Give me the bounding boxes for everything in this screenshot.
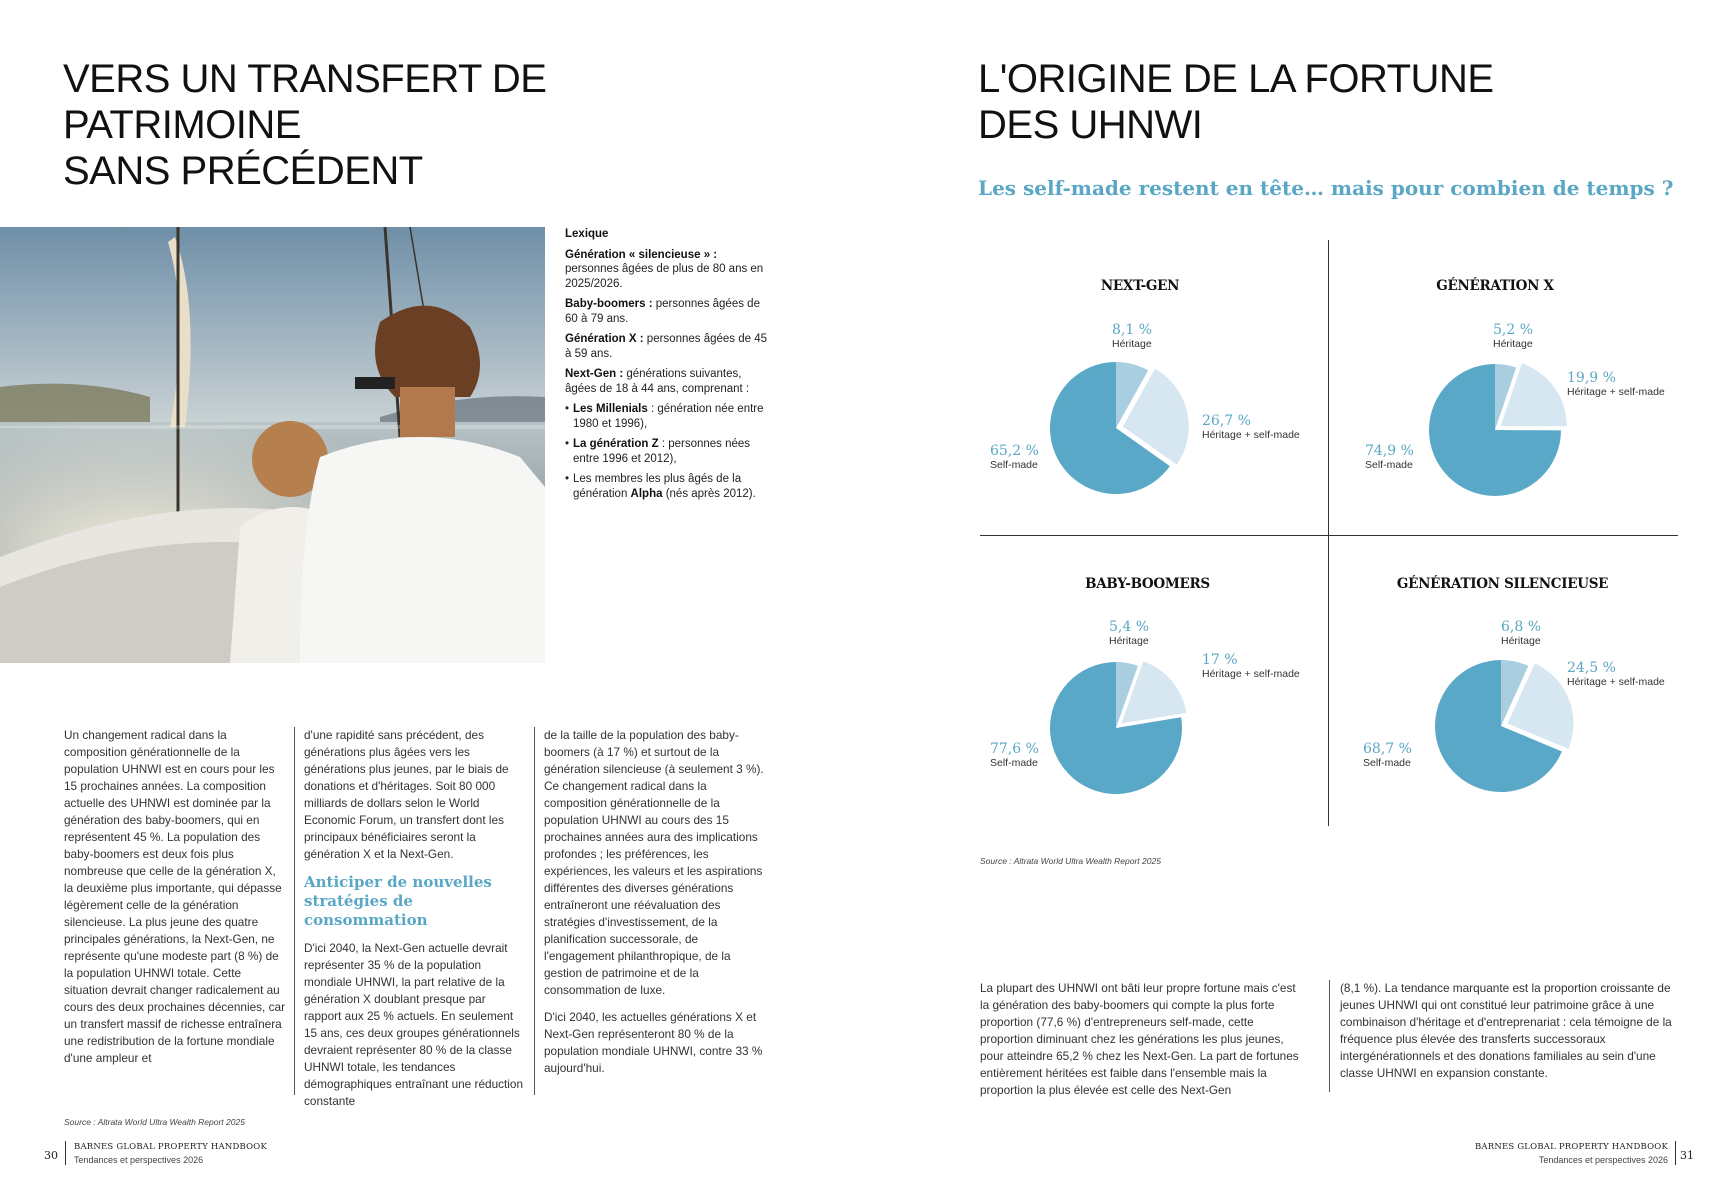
- lexique-definition: personnes âgées de 60 à 79 ans.: [565, 298, 760, 325]
- left-body-column-3: [544, 727, 766, 1087]
- pie-label-self-made: [990, 742, 1039, 769]
- pie-value: 19,9 %: [1567, 370, 1616, 386]
- pie-category: Héritage + self-made: [1202, 429, 1300, 441]
- left-footer-subtitle: Tendances et perspectives 2026: [74, 1155, 204, 1165]
- pie-label-self-made: [990, 444, 1039, 471]
- footer-divider: [65, 1141, 66, 1165]
- pie-label-heritage: [1493, 323, 1533, 350]
- chart-tagline: Les self-made restent en tête… mais pour combien de temps ?: [978, 176, 1674, 200]
- sailing-photo: [0, 227, 545, 663]
- pie-value: 74,9 %: [1365, 443, 1414, 459]
- right-body-column-2: [1340, 980, 1680, 1092]
- left-col1-paragraph: Un changement radical dans la composition générationnelle de la population UHNWI est en cours pour les 15 prochaines années. La composition actuelle des UHNWI est dominée par la génération des baby-boomers, qui en représentent 45 %. La population des baby-boomers est deux fois plus nombreuse que celle de la génération X, la deuxième plus importante, qui dépasse légèrement celle de la génération silencieuse. La plus jeune des quatre principales générations, la Next-Gen, ne représente qu'une modeste part (8 %) de la population UHNWI totale. Cette situation devrait changer radicalement au cours des deux prochaines décennies, car un transfert massif de richesse entraînera une redistribution de la fortune mondiale d'une ampleur et: [64, 728, 285, 1065]
- pie-title: GÉNÉRATION SILENCIEUSE: [1396, 576, 1609, 592]
- lexique-term: Next-Gen :: [565, 368, 624, 380]
- lexique-bullet: [565, 472, 770, 501]
- lexique-bullet-text: (nés après 2012).: [662, 487, 756, 500]
- lexique-bullet-term: Alpha: [630, 487, 663, 500]
- quadrant-vertical-line: [1328, 240, 1329, 826]
- right-source-note: Source : Altrata World Ultra Wealth Report 2025: [980, 856, 1161, 866]
- lexique-term: Génération « silencieuse » :: [565, 248, 718, 261]
- lexique-heading: Lexique: [565, 228, 609, 240]
- lexique-definition: personnes âgées de 45 à 59 ans.: [565, 333, 768, 360]
- lexique-term: Baby-boomers :: [565, 298, 653, 310]
- pie-label-heritage-self-made: [1202, 653, 1300, 680]
- left-col3-paragraph-2: D'ici 2040, les actuelles générations X et Next-Gen représenteront 80 % de la population mondiale UHNWI, contre 33 % aujourd'hui.: [544, 1010, 763, 1075]
- left-source-note: Source : Altrata World Ultra Wealth Report 2025: [64, 1117, 245, 1127]
- pie-category: Self-made: [990, 459, 1038, 471]
- lexique-bullet: [565, 402, 770, 431]
- left-col2-paragraph-1: d'une rapidité sans précédent, des générations plus âgées vers les générations plus jeunes, par le biais de donations et d'héritages. Soit 80 000 milliards de dollars selon le World Economic Forum, un transfert dont les principaux bénéficiaires seront la génération X et la Next-Gen.: [304, 728, 509, 861]
- pie-value: 8,1 %: [1112, 322, 1153, 338]
- right-title-line2: DES UHNWI: [978, 103, 1203, 147]
- right-footer-brand: BARNES GLOBAL PROPERTY HANDBOOK: [1474, 1142, 1668, 1152]
- pie-category: Héritage: [1493, 338, 1533, 350]
- left-title-line2: SANS PRÉCÉDENT: [63, 149, 423, 193]
- lexique-bullet-term: Les Millenials: [573, 403, 648, 415]
- lexique-bullet-pre: Les membres les plus âgés de la génération: [573, 473, 742, 500]
- pie-chart-generation-silencieuse: [1335, 568, 1680, 818]
- pie-label-heritage-self-made: [1567, 371, 1665, 398]
- lexique-entry: [565, 367, 770, 396]
- pie-title: GÉNÉRATION X: [1436, 278, 1554, 294]
- pie-value: 77,6 %: [990, 741, 1039, 757]
- pie-value: 24,5 %: [1567, 660, 1616, 676]
- left-col2-subheading: Anticiper de nouvelles stratégies de consommation: [304, 873, 492, 929]
- left-col2-paragraph-2: D'ici 2040, la Next-Gen actuelle devrait représenter 35 % de la population mondiale UHNWI, la part relative de la génération X doublant presque par rapport aux 25 % actuels. En seulement 15 ans, ces deux groupes générationnels devraient représenter 80 % de la classe UHNWI totale, les tendances démographiques entraînant une réduction constante: [304, 941, 524, 1108]
- lexique-definition: personnes âgées de plus de 80 ans en 2025/2026.: [565, 263, 764, 290]
- column-divider: [294, 727, 295, 1095]
- pie-value: 68,7 %: [1363, 741, 1412, 757]
- right-col2-paragraph: (8,1 %). La tendance marquante est la proportion croissante de jeunes UHNWI qui ont constitué leur patrimoine grâce à une combinaison d'héritage et d'entreprenariat : cela témoigne de la fréquence plus élevée des transferts successoraux intergénérationnels et des donations familiales au sein d'une classe UHNWI en expansion constante.: [1340, 981, 1672, 1080]
- pie-value: 6,8 %: [1501, 619, 1542, 635]
- right-page-title: [978, 56, 1678, 148]
- left-footer-brand: BARNES GLOBAL PROPERTY HANDBOOK: [74, 1142, 268, 1152]
- sailing-photo-image: [0, 227, 545, 663]
- pie-value: 65,2 %: [990, 443, 1039, 459]
- pie-label-heritage: [1109, 620, 1149, 647]
- column-divider: [1329, 980, 1330, 1092]
- pie-label-heritage-self-made: [1202, 414, 1300, 441]
- pie-title: NEXT-GEN: [1100, 278, 1180, 294]
- pie-svg: [1335, 568, 1680, 818]
- right-body-column-1: [980, 980, 1300, 1109]
- pie-category: Héritage + self-made: [1567, 676, 1665, 688]
- pie-category: Héritage: [1501, 635, 1541, 647]
- pie-svg: [980, 568, 1325, 818]
- pie-value: 17 %: [1202, 652, 1238, 668]
- pie-title: BABY-BOOMERS: [1085, 576, 1210, 592]
- right-title-line1: L'ORIGINE DE LA FORTUNE: [978, 57, 1494, 101]
- lexique-bullet: [565, 437, 770, 466]
- pie-value: 5,2 %: [1493, 322, 1534, 338]
- lexique-definition: générations suivantes, âgées de 18 à 44 ans, comprenant :: [565, 368, 750, 395]
- pie-chart-next-gen: [980, 270, 1325, 520]
- left-title-line1: VERS UN TRANSFERT DE PATRIMOINE: [63, 57, 547, 147]
- right-footer-subtitle: Tendances et perspectives 2026: [1538, 1155, 1668, 1165]
- pie-category: Self-made: [1363, 757, 1411, 769]
- lexique-bullets: [565, 402, 770, 501]
- lexique-entry: [565, 297, 770, 326]
- pie-label-heritage: [1501, 620, 1541, 647]
- pie-label-heritage: [1112, 323, 1152, 350]
- right-page-number: 31: [1680, 1149, 1694, 1162]
- footer-divider: [1675, 1141, 1676, 1165]
- pie-label-heritage-self-made: [1567, 661, 1665, 688]
- pie-category: Self-made: [1365, 459, 1413, 471]
- pie-chart-baby-boomers: [980, 568, 1325, 818]
- pie-value: 26,7 %: [1202, 413, 1251, 429]
- quadrant-horizontal-line: [980, 535, 1678, 536]
- column-divider: [534, 727, 535, 1095]
- pie-chart-generation-x: [1335, 270, 1680, 520]
- pie-category: Héritage: [1112, 338, 1152, 350]
- left-page-title: [63, 56, 763, 194]
- lexique-entry: [565, 248, 770, 292]
- left-page-number: 30: [44, 1149, 58, 1162]
- pie-label-self-made: [1365, 444, 1414, 471]
- left-col3-paragraph-1: de la taille de la population des baby-boomers (à 17 %) et surtout de la génération silencieuse (à seulement 3 %). Ce changement radical dans la composition générationnelle de la population UHNWI au cours des 15 prochaines années aura des implications profondes ; les préférences, les expériences, les valeurs et les aspirations différentes des diverses générations entraîneront une réévaluation des stratégies d'investissement, de la planification successorale, de l'engagement philanthropique, de la gestion de patrimoine et de la consommation de luxe.: [544, 728, 764, 997]
- lexique-term: Génération X :: [565, 333, 644, 345]
- right-col1-paragraph: La plupart des UHNWI ont bâti leur propre fortune mais c'est la génération des baby-boomers qui compte la plus forte proportion (77,6 %) d'entrepreneurs self-made, cette proportion diminuant chez les générations les plus jeunes, pour atteindre 65,2 % chez les Next-Gen. La part de fortunes entièrement héritées est faible dans l'ensemble mais la proportion la plus élevée est celle des Next-Gen: [980, 981, 1299, 1097]
- left-body-column-1: [64, 727, 286, 1077]
- pie-label-self-made: [1363, 742, 1412, 769]
- lexique-bullet-term: La génération Z: [573, 438, 659, 450]
- pie-svg: [980, 270, 1325, 520]
- pie-category: Héritage: [1109, 635, 1149, 647]
- pie-category: Self-made: [990, 757, 1038, 769]
- lexique-entry: [565, 332, 770, 361]
- lexique-bullet-text: : personnes nées entre 1996 et 2012),: [573, 438, 751, 465]
- lexique-bullet-text: : génération née entre 1980 et 1996),: [573, 403, 764, 430]
- lexique-box: [565, 227, 770, 507]
- left-body-column-2: [304, 727, 526, 1120]
- pie-category: Héritage + self-made: [1202, 668, 1300, 680]
- pie-value: 5,4 %: [1109, 619, 1150, 635]
- pie-category: Héritage + self-made: [1567, 386, 1665, 398]
